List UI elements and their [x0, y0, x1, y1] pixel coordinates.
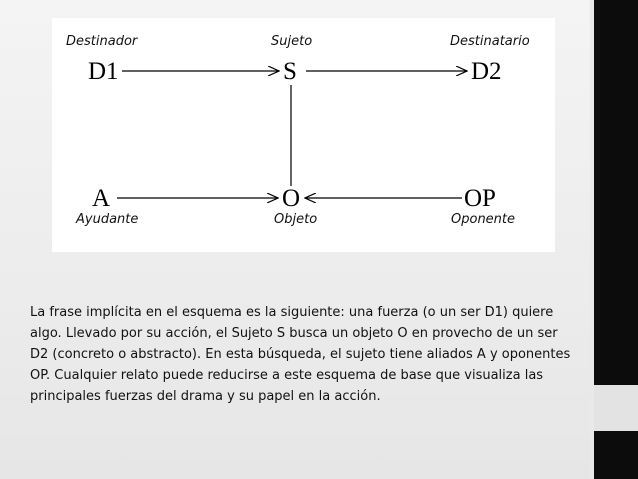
node-op: OP — [464, 185, 496, 212]
node-o: O — [282, 185, 301, 212]
role-ayudante: Ayudante — [76, 212, 139, 227]
role-oponente: Oponente — [451, 212, 516, 227]
caption-text: La frase implícita en el esquema es la siguiente: una fuerza (o un ser D1) quiere algo. Llevado por su acción, el Sujeto S busca un objeto O en provecho de un ser D2 (concreto o abstracto). En esta búsqueda, el sujeto tiene aliados A y oponentes OP. Cualquier relato puede reducirse a este esquema de base que visualiza las principales fuerzas del drama y su papel en la acción. — [30, 305, 571, 404]
node-d1: D1 — [88, 58, 119, 85]
role-destinador: Destinador — [66, 34, 138, 49]
actantial-diagram — [52, 18, 555, 252]
role-destinatario: Destinatario — [450, 34, 530, 49]
node-d2: D2 — [471, 58, 502, 85]
role-objeto: Objeto — [274, 212, 318, 227]
side-panel-strip — [594, 385, 638, 431]
node-s: S — [283, 58, 297, 85]
node-a: A — [92, 185, 111, 212]
role-sujeto: Sujeto — [271, 34, 313, 49]
